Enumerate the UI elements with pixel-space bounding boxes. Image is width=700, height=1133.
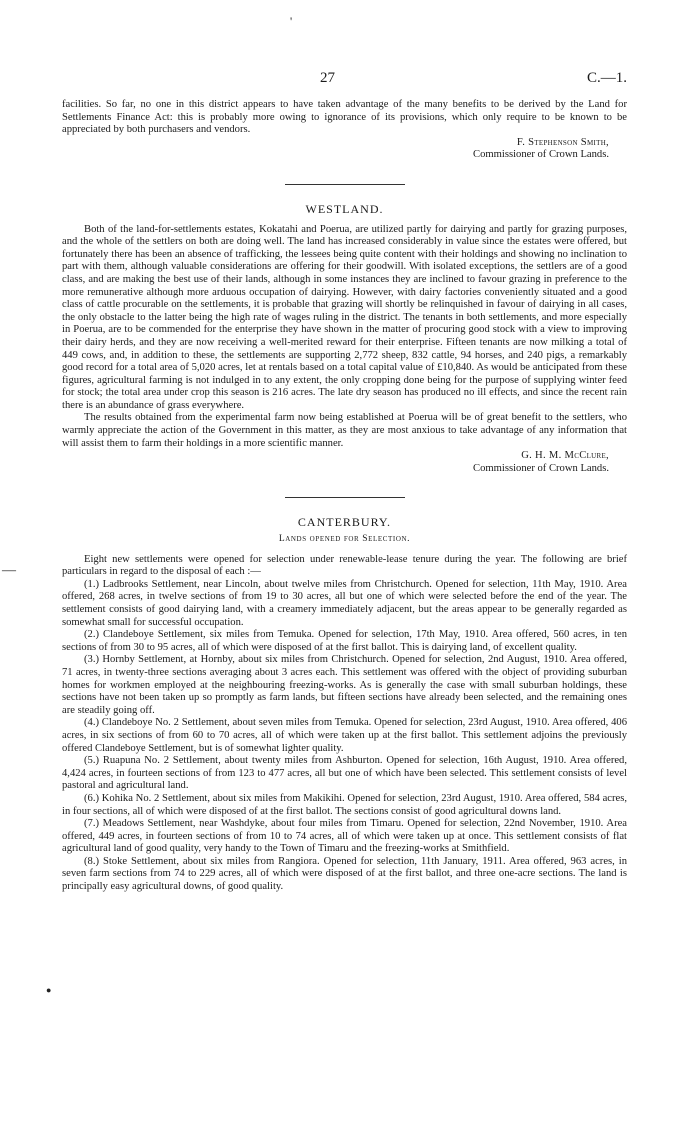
settlement-item: (5.) Ruapuna No. 2 Settlement, about twenty miles from Ashburton. Opened for selection, 16th August, 1910. Area offered, 4,424 acres, in fourteen sections of from 123 to 477 acres, all but one of which have been selected. This settlement consists of level pastoral and agricultural land.: [62, 755, 627, 792]
signature-smith: [62, 137, 627, 162]
signature-title: Commissioner of Crown Lands.: [473, 149, 609, 161]
settlement-item: (6.) Kohika No. 2 Settlement, about six miles from Makikihi. Opened for selection, 23rd August, 1910. Area offered, 584 acres, in four sections, all of which were disposed of at the first ballot. The sections consist of good agricultural downs land.: [62, 792, 627, 817]
settlement-item: (8.) Stoke Settlement, about six miles from Rangiora. Opened for selection, 11th January, 1911. Area offered, 963 acres, in seven farm sections from 74 to 229 acres, all of which were disposed of at the first ballot, and three one-acre sections. The land is principally easy agricultural downs, of good quality.: [62, 855, 627, 893]
subsection-heading: Lands opened for Selection.: [278, 534, 411, 545]
margin-speck: ': [290, 14, 293, 28]
signature-title: Commissioner of Crown Lands.: [473, 462, 609, 474]
settlement-item: (7.) Meadows Settlement, near Washdyke, about four miles from Timaru. Opened for selection, 22nd November, 1910. Area offered, 449 acres, in fourteen sections of from 10 to 74 acres, all of which were taken up at once. This settlement consists of flat agricultural land of good quality, very handy to the Town of Timaru and the freezing-works at Smithfield.: [62, 818, 627, 855]
page-body: [62, 99, 627, 894]
document-reference: C.—1.: [586, 70, 627, 86]
section-heading-westland: WESTLAND.: [305, 201, 384, 216]
signature-name: G. H. M. McClure,: [521, 450, 609, 462]
section-divider: [285, 184, 405, 185]
section-divider: [285, 497, 405, 498]
margin-bullet: ●: [46, 985, 52, 995]
westland-paragraph-1: Both of the land-for-settlements estates, Kokatahi and Poerua, are utilized partly for dairying and partly for grazing purposes, and the whole of the settlers on both are doing well. The land has increased considerably in value since the estates were offered, but fortunately there has been an absence of trafficking, the lessees being quite content with their holdings and showing no inclination to part with them, although valuable considerations are offering for their goodwill. With isolated exceptions, the settlers are of a good class, and are making the best use of their lands, although in some instances they are inclined to favour grazing in preference to the more remunerative although more arduous occupation of dairying. However, with dairy factories conveniently situated and a good class of cattle procurable on the settlements, it is probable that grazing will shortly be relinquished in favour of dairying in all cases, the only obstacle to the latter being the high rate of wages ruling in the district. The tenants in both settlements, and more especially in Poerua, are to be commended for the enterprise they have shown in the matter of procuring good stock with a view to improving their dairy herds, and they are now receiving a well-merited reward for their enterprise. Fifteen tenants are now milking a total of 449 cows, and, in addition to these, the settlements are supporting 2,772 sheep, 832 cattle, 94 horses, and 240 pigs, a remarkably good record for a total area of 5,020 acres, let at rentals based on a total capital value of £10,840. As would be anticipated from these figures, agricultural farming is not indulged in to any extent, the only cropping done being for the purpose of supplying winter feed for stock; the total area under crop this season is 216 acres. The late dry season has produced no ill effects, and since the recent rain there is an abundance of grass everywhere.: [62, 223, 627, 411]
settlement-item: (2.) Clandeboye Settlement, six miles from Temuka. Opened for selection, 17th May, 1910. Area offered, 560 acres, in ten sections of from 30 to 95 acres, all of which were disposed of at the first ballot. This is dairying land, of excellent quality.: [62, 629, 627, 653]
westland-paragraph-2: The results obtained from the experimental farm now being established at Poerua will be of great benefit to the settlers, who warmly appreciate the action of the Government in this matter, as they are most anxious to take advantage of any information that will assist them to farm their holdings in a more scientific manner.: [62, 412, 627, 449]
margin-pen-mark: —: [2, 563, 16, 578]
intro-paragraph: facilities. So far, no one in this district appears to have taken advantage of the many benefits to be derived by the Land for Settlements Finance Act: this is probably more owing to ignorance of its provisions, which only require to be known to be appreciated by both purchasers and vendors.: [62, 99, 627, 136]
signature-name: F. Stephenson Smith,: [516, 136, 609, 148]
settlement-item: (3.) Hornby Settlement, at Hornby, about six miles from Christchurch. Opened for selection, 2nd August, 1910. Area offered, 71 acres, in twenty-three sections averaging about 3 acres each. This settlement was offered with the object of providing suburban homes for workmen employed at the neighbouring freezing-works. As is generally the case with small suburban holdings, these sections have not been taken up so promptly as farm lands, but fifteen sections have already been selected, and the remaining ones are steadily going off.: [62, 654, 627, 716]
page-header: [62, 70, 627, 90]
signature-mcclure: [62, 450, 627, 475]
settlement-item: (4.) Clandeboye No. 2 Settlement, about seven miles from Temuka. Opened for selection, 23rd August, 1910. Area offered, 406 acres, in six sections of from 60 to 70 acres, all of which were taken up at the first ballot. This settlement adjoins the previously offered Clandeboye Settlement, but is of somewhat lighter quality.: [62, 717, 627, 754]
section-heading-canterbury: CANTERBURY.: [297, 515, 392, 530]
canterbury-intro: Eight new settlements were opened for selection under renewable-lease tenure during the year. The following are brief particulars in regard to the disposal of each :—: [62, 553, 627, 578]
page-number: 27: [320, 70, 335, 86]
settlement-item: (1.) Ladbrooks Settlement, near Lincoln, about twelve miles from Christchurch. Opened for selection, 11th May, 1910. Area offered, 268 acres, in twelve sections of from 19 to 30 acres, all but one of which were selected before the end of the year. The settlement consists of good dairying land, with a creamery immediately adjacent, but the areas appear to be generally regarded as somewhat small for successful occupation.: [62, 578, 627, 628]
